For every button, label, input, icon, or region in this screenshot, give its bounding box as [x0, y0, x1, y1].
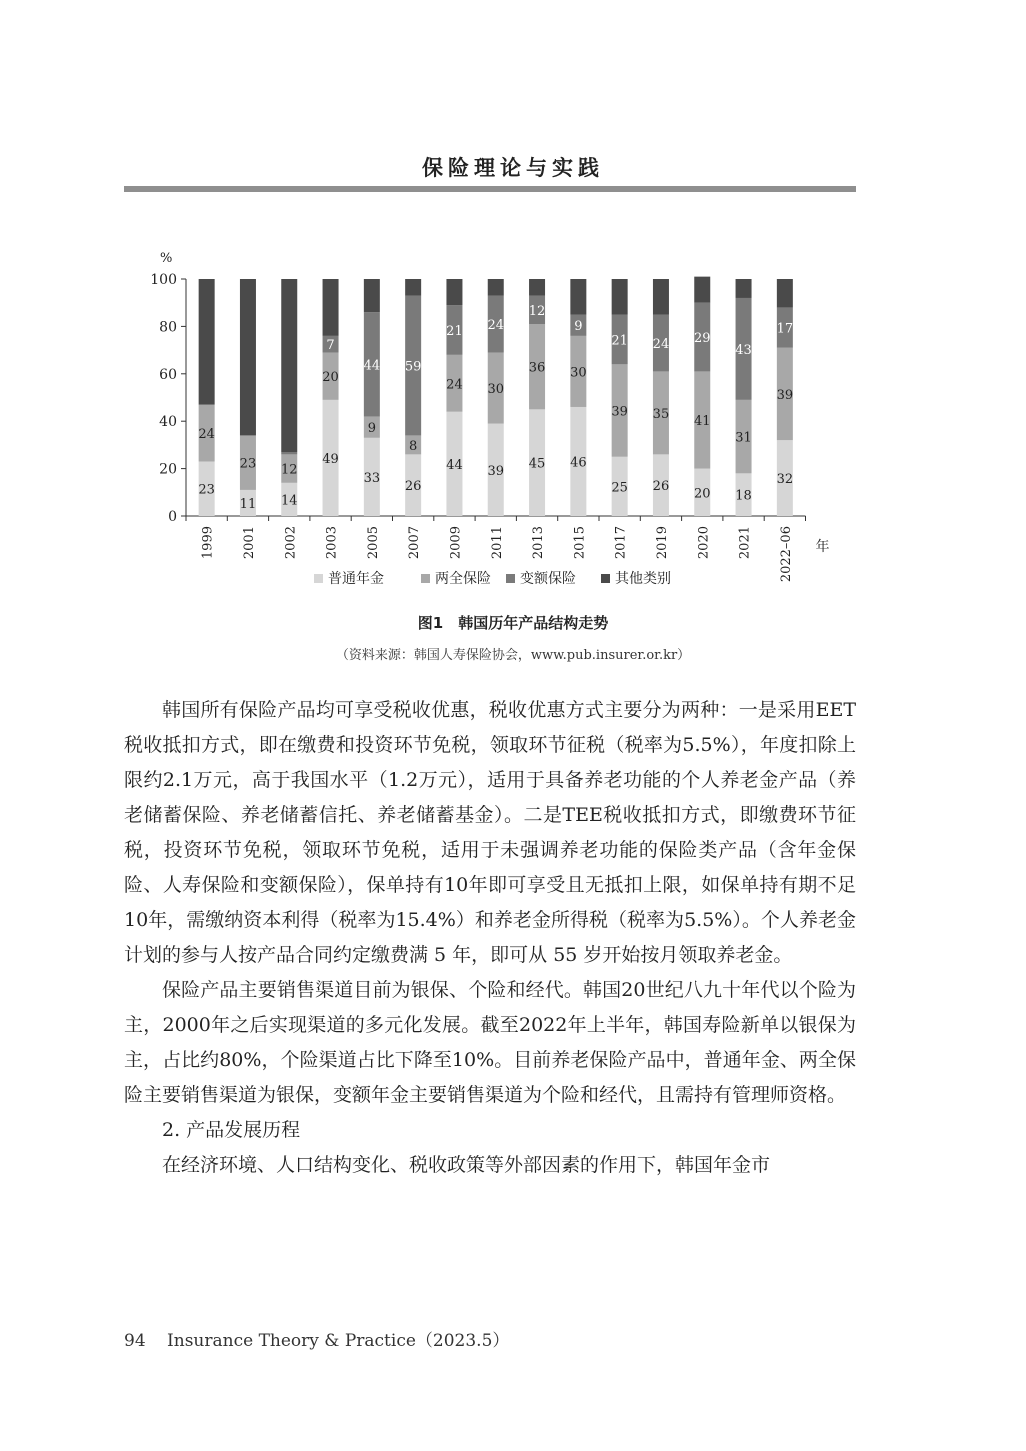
- x-tick-label: 2007: [407, 526, 423, 560]
- bar-segment: [570, 279, 586, 315]
- data-label: 9: [574, 319, 583, 335]
- data-label: 39: [776, 387, 794, 403]
- bar-segment: [529, 279, 545, 296]
- data-label: 30: [570, 365, 587, 381]
- legend-label: 其他类别: [615, 571, 671, 587]
- article-body: [124, 693, 856, 1183]
- page-footer: [124, 1326, 509, 1351]
- x-tick-label: 2022–06: [778, 526, 794, 583]
- legend-swatch: [506, 574, 515, 583]
- y-axis-label: %: [160, 251, 173, 266]
- y-tick-label: 100: [150, 272, 177, 288]
- x-tick-label: 2020: [696, 526, 712, 560]
- data-label: 14: [280, 493, 298, 509]
- data-label: 23: [198, 482, 215, 498]
- bar-segment: [488, 279, 504, 296]
- data-label: 49: [322, 451, 339, 467]
- data-label: 35: [652, 406, 670, 422]
- bar-segment: [405, 279, 421, 296]
- bar-segment: [736, 279, 752, 298]
- data-label: 29: [693, 331, 711, 347]
- paragraph-history-start: 在经济环境、人口结构变化、税收政策等外部因素的作用下，韩国年金市: [162, 1154, 771, 1176]
- data-label: 21: [446, 323, 463, 339]
- y-tick-label: 40: [159, 414, 177, 431]
- data-label: 7: [326, 338, 335, 354]
- legend-label: 两全保险: [435, 571, 491, 587]
- data-label: 45: [528, 456, 546, 472]
- data-label: 24: [446, 377, 463, 393]
- paragraph-tax: 韩国所有保险产品均可享受税收优惠，税收优惠方式主要分为两种：一是采用EET税收抵扣方式，即在缴费和投资环节免税，领取环节征税（税率为5.5%），年度扣除上限约2.1万元，高于我国水平（1.2万元），适用于具备养老功能的个人养老金产品（养老储蓄保险、养老储蓄信托、养老储蓄基金）。二是TEE税收抵扣方式，即缴费环节征税，投资环节免税，领取环节免税，适用于未强调养老功能的保险类产品（含年金保险、人寿保险和变额保险），保单持有10年即可享受且无抵扣上限，如保单持有期不足10年，需缴纳资本利得（税率为15.4%）和养老金所得税（税率为5.5%）。个人养老金计划的参与人按产品合同约定缴费满 5 年，即可从 55 岁开始按月领取养老金。: [124, 699, 856, 966]
- data-label: 41: [693, 414, 711, 430]
- bar-segment: [612, 279, 628, 315]
- data-label: 24: [198, 427, 215, 443]
- y-tick-label: 80: [159, 319, 177, 336]
- x-tick-label: 2001: [241, 526, 257, 560]
- data-label: 33: [363, 470, 381, 486]
- bar-segment: [777, 279, 793, 307]
- bar-segment: [323, 279, 339, 336]
- journal-name: Insurance Theory & Practice（2023.5）: [167, 1331, 510, 1351]
- header-rule: [124, 186, 856, 192]
- bar-segment: [364, 279, 380, 312]
- data-label: 44: [363, 358, 381, 374]
- data-label: 44: [446, 457, 463, 473]
- data-label: 26: [404, 479, 422, 495]
- x-tick-label: 2002: [283, 526, 299, 560]
- data-label: 39: [611, 404, 628, 420]
- page-number: 94: [124, 1331, 146, 1351]
- data-label: 20: [322, 370, 339, 386]
- data-label: 11: [239, 496, 257, 512]
- x-tick-label: 2019: [654, 526, 670, 560]
- bar-segment: [446, 279, 462, 305]
- data-label: 9: [367, 421, 376, 437]
- data-label: 36: [528, 360, 546, 376]
- data-label: 25: [611, 480, 628, 496]
- y-tick-label: 0: [168, 509, 177, 525]
- stacked-bar-chart: [124, 236, 856, 606]
- bar-segment: [653, 279, 669, 315]
- legend-swatch: [314, 574, 323, 583]
- x-axis-label: 年: [815, 539, 830, 555]
- data-label: 26: [652, 479, 670, 495]
- bar-segment: [240, 279, 256, 435]
- x-tick-label: 1999: [200, 526, 216, 560]
- paragraph-channels: 保险产品主要销售渠道目前为银保、个险和经代。韩国20世纪八九十年代以个险为主，2000年之后实现渠道的多元化发展。截至2022年上半年，韩国寿险新单以银保为主，占比约80%，个险渠道占比下降至10%。目前养老保险产品中，普通年金、两全保险主要销售渠道为银保，变额年金主要销售渠道为个险和经代，且需持有管理师资格。: [124, 979, 856, 1106]
- data-label: 24: [652, 336, 670, 352]
- data-label: 24: [487, 318, 505, 334]
- data-label: 39: [487, 463, 505, 479]
- data-label: 23: [239, 456, 257, 472]
- x-tick-label: 2005: [365, 526, 381, 560]
- legend-swatch: [421, 574, 430, 583]
- x-tick-label: 2009: [448, 526, 464, 560]
- figure-caption: 图1 韩国历年产品结构走势: [417, 614, 609, 632]
- legend-label: 变额保险: [520, 571, 576, 587]
- data-label: 12: [280, 462, 298, 478]
- x-tick-label: 2015: [572, 526, 588, 560]
- figure-source: （资料来源：韩国人寿保险协会，www.pub.insurer.or.kr）: [335, 648, 691, 663]
- data-label: 17: [776, 321, 794, 337]
- bar-segment: [281, 279, 297, 452]
- y-tick-label: 60: [159, 366, 177, 383]
- data-label: 20: [693, 486, 711, 502]
- legend-swatch: [601, 574, 610, 583]
- bar-segment: [199, 279, 215, 405]
- legend-label: 普通年金: [328, 571, 384, 587]
- section-heading: 2. 产品发展历程: [162, 1119, 301, 1141]
- data-label: 12: [528, 303, 546, 319]
- x-tick-label: 2017: [613, 526, 629, 560]
- data-label: 32: [776, 472, 794, 488]
- running-header: 保险理论与实践: [422, 155, 604, 180]
- x-tick-label: 2021: [737, 526, 753, 560]
- x-tick-label: 2011: [489, 526, 505, 560]
- data-label: 18: [735, 488, 752, 504]
- data-label: 30: [487, 382, 505, 398]
- data-label: 8: [409, 438, 418, 454]
- x-tick-label: 2003: [324, 526, 340, 560]
- data-label: 21: [611, 333, 628, 349]
- bar-segment: [694, 277, 710, 303]
- data-label: 43: [735, 342, 752, 358]
- data-label: 46: [570, 455, 587, 471]
- y-tick-label: 20: [159, 461, 177, 478]
- x-tick-label: 2013: [531, 526, 547, 560]
- data-label: 59: [404, 359, 422, 375]
- data-label: 31: [735, 430, 752, 446]
